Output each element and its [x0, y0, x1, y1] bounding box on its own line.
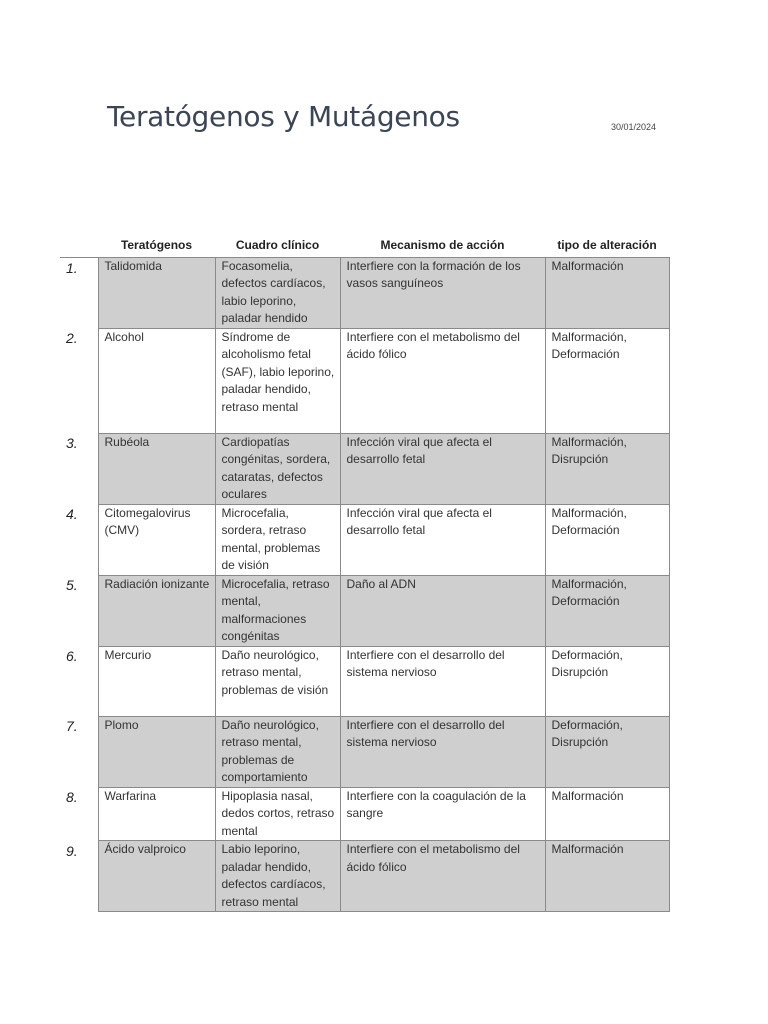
cell-mechanism: Interfiere con la coagulación de la sangre	[340, 787, 545, 841]
cell-mechanism: Daño al ADN	[340, 575, 545, 646]
cell-teratogen: Rubéola	[98, 433, 215, 504]
row-number: 4.	[60, 504, 98, 575]
cell-clinical: Microcefalia, sordera, retraso mental, problemas de visión	[215, 504, 340, 575]
cell-type: Malformación, Disrupción	[545, 433, 669, 504]
cell-type: Malformación	[545, 257, 669, 328]
table-body	[60, 257, 669, 912]
cell-mechanism: Infección viral que afecta el desarrollo fetal	[340, 433, 545, 504]
cell-teratogen: Talidomida	[98, 257, 215, 328]
table-row	[60, 787, 669, 841]
cell-teratogen: Ácido valproico	[98, 841, 215, 912]
document-date: 30/01/2024	[611, 122, 657, 132]
header-number	[60, 235, 98, 257]
table-row	[60, 716, 669, 787]
table-header-row	[60, 235, 669, 257]
cell-clinical: Daño neurológico, retraso mental, problemas de comportamiento	[215, 716, 340, 787]
cell-type: Malformación, Deformación	[545, 575, 669, 646]
cell-clinical: Labio leporino, paladar hendido, defectos cardíacos, retraso mental	[215, 841, 340, 912]
teratogen-table-container	[60, 235, 670, 912]
cell-teratogen: Plomo	[98, 716, 215, 787]
cell-type: Deformación, Disrupción	[545, 646, 669, 716]
cell-clinical: Daño neurológico, retraso mental, problemas de visión	[215, 646, 340, 716]
cell-type: Malformación, Deformación	[545, 328, 669, 433]
header-teratogen: Teratógenos	[120, 238, 193, 252]
cell-type: Malformación	[545, 787, 669, 841]
header-type: tipo de alteración	[557, 238, 657, 252]
cell-clinical: Focasomelia, defectos cardíacos, labio leporino, paladar hendido	[215, 257, 340, 328]
cell-mechanism: Interfiere con el metabolismo del ácido fólico	[340, 328, 545, 433]
cell-clinical: Síndrome de alcoholismo fetal (SAF), labio leporino, paladar hendido, retraso mental	[215, 328, 340, 433]
table-row	[60, 328, 669, 433]
cell-clinical: Microcefalia, retraso mental, malformaciones congénitas	[215, 575, 340, 646]
table-row	[60, 257, 669, 328]
page-title: Teratógenos y Mutágenos	[107, 100, 460, 133]
cell-type: Malformación	[545, 841, 669, 912]
row-number: 2.	[60, 328, 98, 433]
cell-teratogen: Radiación ionizante	[98, 575, 215, 646]
cell-type: Malformación, Deformación	[545, 504, 669, 575]
cell-teratogen: Citomegalovirus (CMV)	[98, 504, 215, 575]
table-row	[60, 504, 669, 575]
row-number: 9.	[60, 841, 98, 912]
cell-teratogen: Warfarina	[98, 787, 215, 841]
cell-clinical: Hipoplasia nasal, dedos cortos, retraso mental	[215, 787, 340, 841]
row-number: 5.	[60, 575, 98, 646]
row-number: 7.	[60, 716, 98, 787]
cell-clinical: Cardiopatías congénitas, sordera, cataratas, defectos oculares	[215, 433, 340, 504]
cell-mechanism: Interfiere con el desarrollo del sistema nervioso	[340, 716, 545, 787]
cell-mechanism: Interfiere con el desarrollo del sistema nervioso	[340, 646, 545, 716]
cell-mechanism: Infección viral que afecta el desarrollo fetal	[340, 504, 545, 575]
cell-type: Deformación, Disrupción	[545, 716, 669, 787]
cell-teratogen: Alcohol	[98, 328, 215, 433]
cell-teratogen: Mercurio	[98, 646, 215, 716]
table-row	[60, 841, 669, 912]
cell-mechanism: Interfiere con el metabolismo del ácido fólico	[340, 841, 545, 912]
row-number: 3.	[60, 433, 98, 504]
row-number: 1.	[60, 257, 98, 328]
header-clinical: Cuadro clínico	[235, 238, 320, 252]
header-mechanism: Mecanismo de acción	[380, 238, 505, 252]
table-row	[60, 433, 669, 504]
row-number: 8.	[60, 787, 98, 841]
table-row	[60, 575, 669, 646]
table-row	[60, 646, 669, 716]
row-number: 6.	[60, 646, 98, 716]
cell-mechanism: Interfiere con la formación de los vasos sanguíneos	[340, 257, 545, 328]
teratogen-table	[60, 235, 670, 912]
